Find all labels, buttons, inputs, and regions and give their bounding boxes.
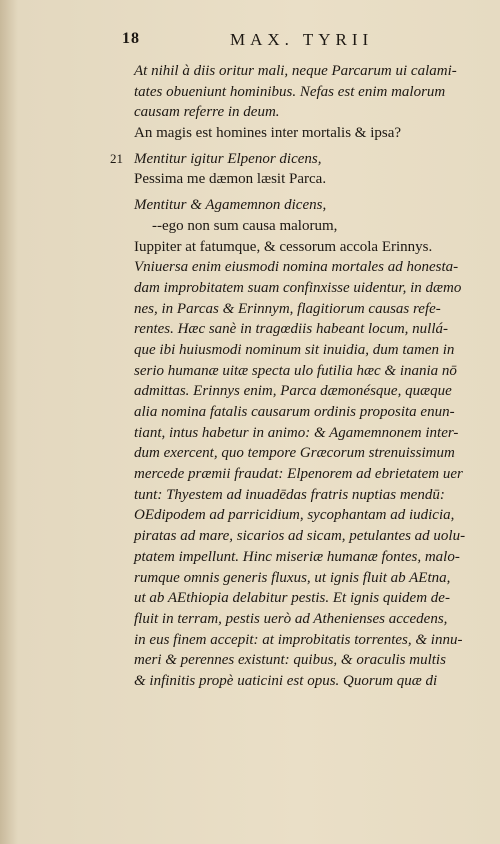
- text-line: [134, 609, 484, 630]
- line-text: OEdipodem ad parricidium, sycophantam ad iudicia,: [134, 507, 455, 524]
- text-line: [134, 278, 484, 299]
- page-number: 18: [122, 30, 140, 47]
- line-text: admittas. Erinnys enim, Parca dæmonésque, quæque: [134, 383, 452, 400]
- text-line: [134, 340, 484, 361]
- text-line: [134, 237, 484, 258]
- text-line: [134, 61, 484, 82]
- body-text: [110, 61, 484, 692]
- line-text: alia nomina fatalis causarum ordinis proposita enun-: [134, 404, 455, 420]
- text-line: [134, 257, 484, 278]
- line-text: tiant, intus habetur in animo: & Agamemnonem inter-: [134, 424, 459, 441]
- line-text: At nihil à diis oritur mali, neque Parcarum ui calami-: [134, 63, 457, 79]
- line-text: Iuppiter at fatumque, & cessorum accola Erinnys.: [134, 238, 433, 255]
- line-text: dam improbitatem suam confinxisse uidentur, in dæmo: [134, 279, 462, 296]
- line-text: & infinitis propè uaticini est opus. Quorum quæ di: [134, 672, 438, 689]
- line-text: An magis est homines inter mortalis & ipsa?: [134, 125, 402, 142]
- line-text: Vniuersa enim eiusmodi nomina mortales ad honesta-: [134, 259, 459, 276]
- text-line: [110, 149, 484, 170]
- line-text: que ibi huiusmodi nominum sit inuidia, dum tamen in: [134, 341, 455, 358]
- text-line: [134, 671, 484, 692]
- margin-number: 21: [110, 150, 123, 166]
- text-line: [134, 485, 484, 506]
- text-line: [134, 123, 484, 144]
- text-line: [134, 588, 484, 609]
- text-line: [134, 443, 484, 464]
- line-text: nes, in Parcas & Erinnym, flagitiorum causas refe-: [134, 300, 441, 317]
- text-line: [134, 464, 484, 485]
- text-line: [134, 102, 484, 123]
- line-text: mercede præmii fraudat: Elpenorem ad ebrietatem uer: [134, 466, 463, 483]
- line-text: fluit in terram, pestis uerò ad Athenienses accedens,: [134, 610, 448, 627]
- line-text: ut ab AEthiopia delabitur pestis. Et ignis quidem de-: [134, 590, 450, 607]
- text-line: [134, 526, 484, 547]
- line-text: causam referre in deum.: [134, 104, 280, 121]
- text-line: [134, 195, 484, 216]
- line-text: tates obueniunt hominibus. Nefas est enim malorum: [134, 83, 446, 100]
- text-line: [134, 423, 484, 444]
- text-line: [134, 299, 484, 320]
- text-line: [134, 216, 484, 237]
- text-line: [134, 169, 484, 190]
- text-line: [134, 505, 484, 526]
- line-text: ptatem impellunt. Hinc miseriæ humanæ fontes, malo-: [134, 548, 460, 565]
- text-line: [134, 361, 484, 382]
- line-text: dum exercent, quo tempore Græcorum strenuissimum: [134, 445, 455, 462]
- text-line: [134, 381, 484, 402]
- line-text: meri & perennes existunt: quibus, & oraculis multis: [134, 652, 446, 669]
- line-text: rentes. Hæc sanè in tragœdiis habeant locum, nullá-: [134, 321, 449, 338]
- line-text: serio humanæ uitæ specta ulo futilia hæc & inania nō: [134, 362, 457, 379]
- line-text: piratas ad mare, sicarios ad sicam, petulantes ad uolu-: [134, 528, 466, 545]
- line-text: rumque omnis generis fluxus, ut ignis fluit ab AEtna,: [134, 569, 451, 586]
- page-header: [122, 30, 462, 52]
- text-line: [134, 568, 484, 589]
- text-line: [134, 547, 484, 568]
- line-text: Mentitur igitur Elpenor dicens,: [134, 150, 322, 167]
- text-line: [134, 402, 484, 423]
- line-text: --ego non sum causa malorum,: [152, 217, 338, 234]
- text-line: [134, 650, 484, 671]
- running-head: MAX. TYRII: [230, 30, 374, 49]
- line-text: tunt: Thyestem ad inuadēdas fratris nuptias mendū:: [134, 486, 445, 503]
- text-line: [134, 319, 484, 340]
- line-text: Mentitur & Agamemnon dicens,: [134, 197, 327, 214]
- line-text: Pessima me dæmon læsit Parca.: [134, 171, 327, 188]
- line-text: in eus finem accepit: at improbitatis torrentes, & innu-: [134, 631, 463, 648]
- text-line: [134, 82, 484, 103]
- text-line: [134, 630, 484, 651]
